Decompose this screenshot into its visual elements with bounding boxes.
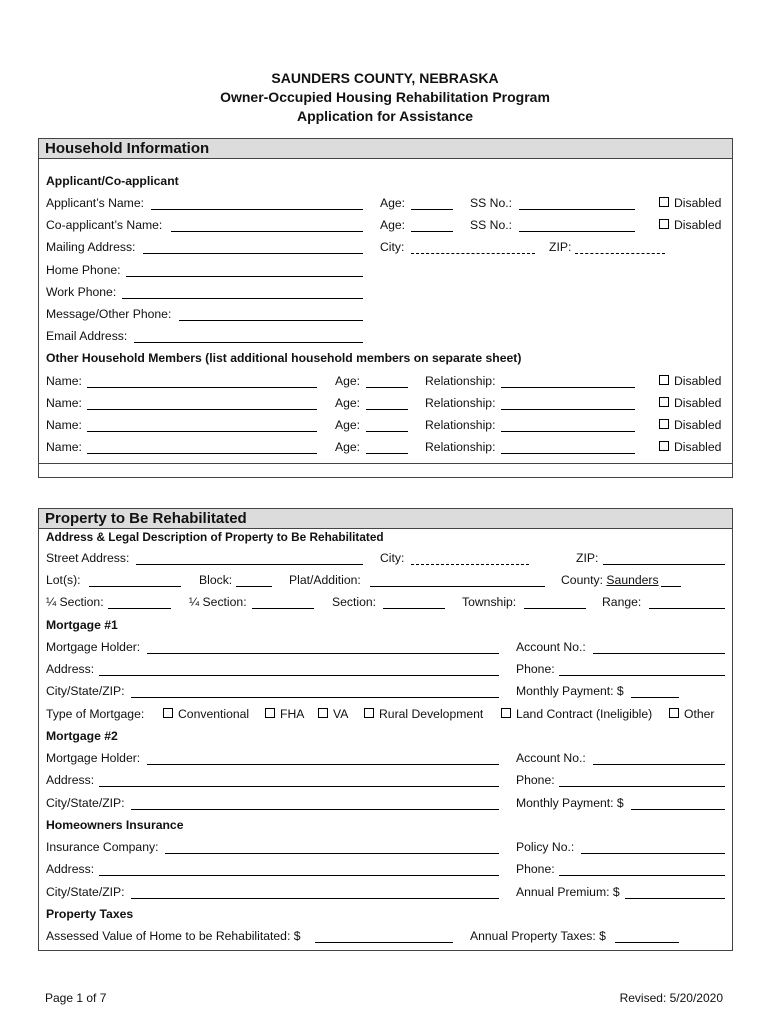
property-city-label: City: [380, 551, 405, 565]
member-row [39, 373, 732, 391]
annual-premium-field[interactable] [625, 898, 725, 899]
block-label: Block: [199, 573, 233, 587]
mailing-city-label: City: [380, 240, 405, 254]
home-phone-label: Home Phone: [46, 263, 121, 277]
mortgage2-payment-label: Monthly Payment: $ [516, 796, 624, 810]
applicant-age-field[interactable] [411, 209, 453, 210]
mortgage2-heading: Mortgage #2 [46, 729, 118, 743]
insurance-address-row [39, 861, 732, 879]
member-name-field[interactable] [87, 409, 317, 410]
member-age-field[interactable] [366, 431, 408, 432]
checkbox-icon [659, 397, 669, 407]
applicant-age-label: Age: [380, 196, 406, 210]
street-field[interactable] [136, 564, 363, 565]
mortgage2-phone-field[interactable] [559, 786, 725, 787]
type-conventional-label: Conventional [178, 707, 250, 721]
insurance-city-field[interactable] [131, 898, 499, 899]
member-row [39, 439, 732, 457]
mortgage2-address-row [39, 772, 732, 790]
type-rural-label: Rural Development [379, 707, 484, 721]
mortgage1-phone-label: Phone: [516, 662, 555, 676]
member-disabled-checkbox[interactable] [659, 373, 721, 389]
mortgage1-holder-field[interactable] [147, 653, 499, 654]
plat-label: Plat/Addition: [289, 573, 361, 587]
quarter-section-label-1: ¼ Section: [46, 595, 104, 609]
coapplicant-row [39, 217, 732, 235]
mailing-zip-field[interactable] [575, 253, 665, 254]
insurance-city-row [39, 884, 732, 902]
mortgage1-heading: Mortgage #1 [46, 618, 118, 632]
member-name-field[interactable] [87, 453, 317, 454]
household-section [38, 138, 733, 478]
page-number: Page 1 of 7 [45, 991, 107, 1005]
insurance-address-field[interactable] [99, 875, 499, 876]
section-divider [39, 463, 732, 464]
member-relationship-field[interactable] [501, 387, 635, 388]
mailing-city-field[interactable] [411, 253, 535, 254]
address-subheading: Address & Legal Description of Property to Be Rehabilitated [46, 530, 384, 544]
property-city-field[interactable] [411, 564, 529, 565]
disabled-label: Disabled [674, 418, 722, 432]
applicant-ss-label: SS No.: [470, 196, 512, 210]
member-relationship-label: Relationship: [425, 374, 496, 388]
block-field[interactable] [236, 586, 272, 587]
member-age-label: Age: [335, 374, 361, 388]
mortgage2-account-field[interactable] [593, 764, 725, 765]
taxes-heading: Property Taxes [46, 907, 134, 921]
mortgage1-address-field[interactable] [99, 675, 499, 676]
county-value[interactable]: Saunders [606, 573, 659, 587]
member-relationship-field[interactable] [501, 453, 635, 454]
insurance-city-label: City/State/ZIP: [46, 885, 125, 899]
type-fha-label: FHA [280, 707, 305, 721]
mortgage1-city-field[interactable] [131, 697, 499, 698]
assessed-value-field[interactable] [315, 942, 453, 943]
checkbox-icon [659, 419, 669, 429]
disabled-label: Disabled [674, 396, 722, 410]
disabled-label: Disabled [674, 218, 722, 232]
quarter-section-field-1[interactable] [108, 608, 171, 609]
member-name-field[interactable] [87, 431, 317, 432]
household-section-title: Household Information [39, 139, 732, 159]
coapplicant-age-field[interactable] [411, 231, 453, 232]
applicant-row [39, 195, 732, 213]
section-label: Section: [332, 595, 377, 609]
insurance-company-field[interactable] [165, 853, 499, 854]
type-va-label: VA [333, 707, 349, 721]
type-rural-checkbox[interactable] [364, 706, 483, 722]
mortgage1-city-row [39, 683, 732, 701]
other-members-subheading: Other Household Members (list additional household members on separate sheet) [46, 351, 522, 365]
mailing-row [39, 239, 732, 257]
county-label-text: County: [561, 573, 604, 587]
member-age-field[interactable] [366, 387, 408, 388]
annual-premium-label: Annual Premium: $ [516, 885, 620, 899]
type-land-contract-checkbox[interactable] [501, 706, 652, 722]
lot-row [39, 572, 732, 590]
member-disabled-checkbox[interactable] [659, 417, 721, 433]
home-phone-field[interactable] [126, 276, 363, 277]
coapplicant-name-label: Co-applicant’s Name: [46, 218, 163, 232]
applicant-name-field[interactable] [151, 209, 363, 210]
member-relationship-label: Relationship: [425, 396, 496, 410]
member-name-label: Name: [46, 396, 82, 410]
county-underline [661, 586, 681, 587]
revised-date: Revised: 5/20/2020 [619, 991, 723, 1005]
checkbox-icon [318, 708, 328, 718]
insurance-phone-field[interactable] [559, 875, 725, 876]
mortgage2-city-field[interactable] [131, 809, 499, 810]
email-label: Email Address: [46, 329, 128, 343]
type-conventional-checkbox[interactable] [163, 706, 249, 722]
mortgage1-holder-label: Mortgage Holder: [46, 640, 141, 654]
street-label: Street Address: [46, 551, 130, 565]
lots-label: Lot(s): [46, 573, 81, 587]
township-label: Township: [462, 595, 517, 609]
quarter-section-field-2[interactable] [252, 608, 314, 609]
member-row [39, 417, 732, 435]
member-relationship-field[interactable] [501, 431, 635, 432]
mortgage-type-row [39, 706, 732, 724]
mortgage1-address-label: Address: [46, 662, 95, 676]
township-field[interactable] [524, 608, 586, 609]
mortgage-type-label: Type of Mortgage: [46, 707, 145, 721]
policy-no-field[interactable] [581, 853, 725, 854]
insurance-company-label: Insurance Company: [46, 840, 159, 854]
coapplicant-disabled-checkbox[interactable] [659, 217, 721, 233]
insurance-address-label: Address: [46, 862, 95, 876]
disabled-label: Disabled [674, 196, 722, 210]
coapplicant-age-label: Age: [380, 218, 406, 232]
mortgage1-city-label: City/State/ZIP: [46, 684, 125, 698]
coapplicant-name-field[interactable] [171, 231, 363, 232]
email-row [39, 328, 732, 346]
member-name-field[interactable] [87, 387, 317, 388]
applicant-subheading: Applicant/Co-applicant [46, 174, 179, 188]
work-phone-field[interactable] [122, 298, 363, 299]
coapplicant-ss-field[interactable] [519, 231, 635, 232]
form-title: Application for Assistance [296, 108, 474, 124]
applicant-disabled-checkbox[interactable] [659, 195, 721, 211]
quarter-section-label-2: ¼ Section: [189, 595, 247, 609]
mortgage1-phone-field[interactable] [559, 675, 725, 676]
applicant-name-label: Applicant’s Name: [46, 196, 144, 210]
work-phone-row [39, 284, 732, 302]
mortgage2-holder-field[interactable] [147, 764, 499, 765]
member-relationship-label: Relationship: [425, 440, 496, 454]
coapplicant-ss-label: SS No.: [470, 218, 512, 232]
work-phone-label: Work Phone: [46, 285, 117, 299]
property-section [38, 508, 733, 951]
checkbox-icon [659, 375, 669, 385]
lots-field[interactable] [89, 586, 181, 587]
checkbox-icon [501, 708, 511, 718]
mortgage2-holder-label: Mortgage Holder: [46, 751, 141, 765]
insurance-phone-label: Phone: [516, 862, 555, 876]
type-va-checkbox[interactable] [318, 706, 348, 722]
member-age-field[interactable] [366, 453, 408, 454]
message-phone-field[interactable] [179, 320, 363, 321]
mortgage1-address-row [39, 661, 732, 679]
checkbox-icon [659, 219, 669, 229]
county-title: SAUNDERS COUNTY, NEBRASKA [271, 70, 499, 86]
mailing-address-label: Mailing Address: [46, 240, 136, 254]
mortgage2-holder-row [39, 750, 732, 768]
county-label [561, 572, 659, 588]
member-disabled-checkbox[interactable] [659, 439, 721, 455]
member-age-field[interactable] [366, 409, 408, 410]
mortgage1-holder-row [39, 639, 732, 657]
section-field[interactable] [383, 608, 445, 609]
mortgage2-address-label: Address: [46, 773, 95, 787]
property-section-title: Property to Be Rehabilitated [39, 509, 732, 529]
policy-no-label: Policy No.: [516, 840, 575, 854]
mortgage2-payment-field[interactable] [631, 809, 725, 810]
home-phone-row [39, 262, 732, 280]
annual-taxes-field[interactable] [615, 942, 679, 943]
message-phone-label: Message/Other Phone: [46, 307, 172, 321]
street-row [39, 550, 732, 568]
member-age-label: Age: [335, 440, 361, 454]
mortgage2-city-row [39, 795, 732, 813]
assessed-value-label: Assessed Value of Home to be Rehabilitated: $ [46, 929, 301, 943]
member-disabled-checkbox[interactable] [659, 395, 721, 411]
property-zip-field[interactable] [603, 564, 725, 565]
checkbox-icon [265, 708, 275, 718]
member-name-label: Name: [46, 374, 82, 388]
range-label: Range: [602, 595, 642, 609]
mortgage2-account-label: Account No.: [516, 751, 586, 765]
property-zip-label: ZIP: [576, 551, 599, 565]
mailing-address-field[interactable] [143, 253, 363, 254]
plat-field[interactable] [370, 586, 545, 587]
member-age-label: Age: [335, 396, 361, 410]
mortgage2-address-field[interactable] [99, 786, 499, 787]
message-phone-row [39, 306, 732, 324]
mortgage1-account-label: Account No.: [516, 640, 586, 654]
range-field[interactable] [649, 608, 725, 609]
disabled-label: Disabled [674, 440, 722, 454]
mortgage1-payment-label: Monthly Payment: $ [516, 684, 624, 698]
type-other-label: Other [684, 707, 715, 721]
mortgage2-city-label: City/State/ZIP: [46, 796, 125, 810]
type-fha-checkbox[interactable] [265, 706, 304, 722]
mailing-zip-label: ZIP: [549, 240, 572, 254]
member-relationship-field[interactable] [501, 409, 635, 410]
checkbox-icon [364, 708, 374, 718]
member-name-label: Name: [46, 418, 82, 432]
member-row [39, 395, 732, 413]
type-other-checkbox[interactable] [669, 706, 714, 722]
checkbox-icon [659, 441, 669, 451]
program-title: Owner-Occupied Housing Rehabilitation Program [220, 89, 550, 105]
member-name-label: Name: [46, 440, 82, 454]
applicant-ss-field[interactable] [519, 209, 635, 210]
type-land-contract-label: Land Contract (Ineligible) [516, 707, 653, 721]
disabled-label: Disabled [674, 374, 722, 388]
checkbox-icon [669, 708, 679, 718]
email-field[interactable] [134, 342, 363, 343]
checkbox-icon [659, 197, 669, 207]
mortgage1-payment-field[interactable] [631, 697, 679, 698]
insurance-heading: Homeowners Insurance [46, 818, 184, 832]
mortgage1-account-field[interactable] [593, 653, 725, 654]
section-row [39, 594, 732, 612]
annual-taxes-label: Annual Property Taxes: $ [470, 929, 606, 943]
member-relationship-label: Relationship: [425, 418, 496, 432]
taxes-row [39, 928, 732, 946]
mortgage2-phone-label: Phone: [516, 773, 555, 787]
insurance-company-row [39, 839, 732, 857]
checkbox-icon [163, 708, 173, 718]
member-age-label: Age: [335, 418, 361, 432]
